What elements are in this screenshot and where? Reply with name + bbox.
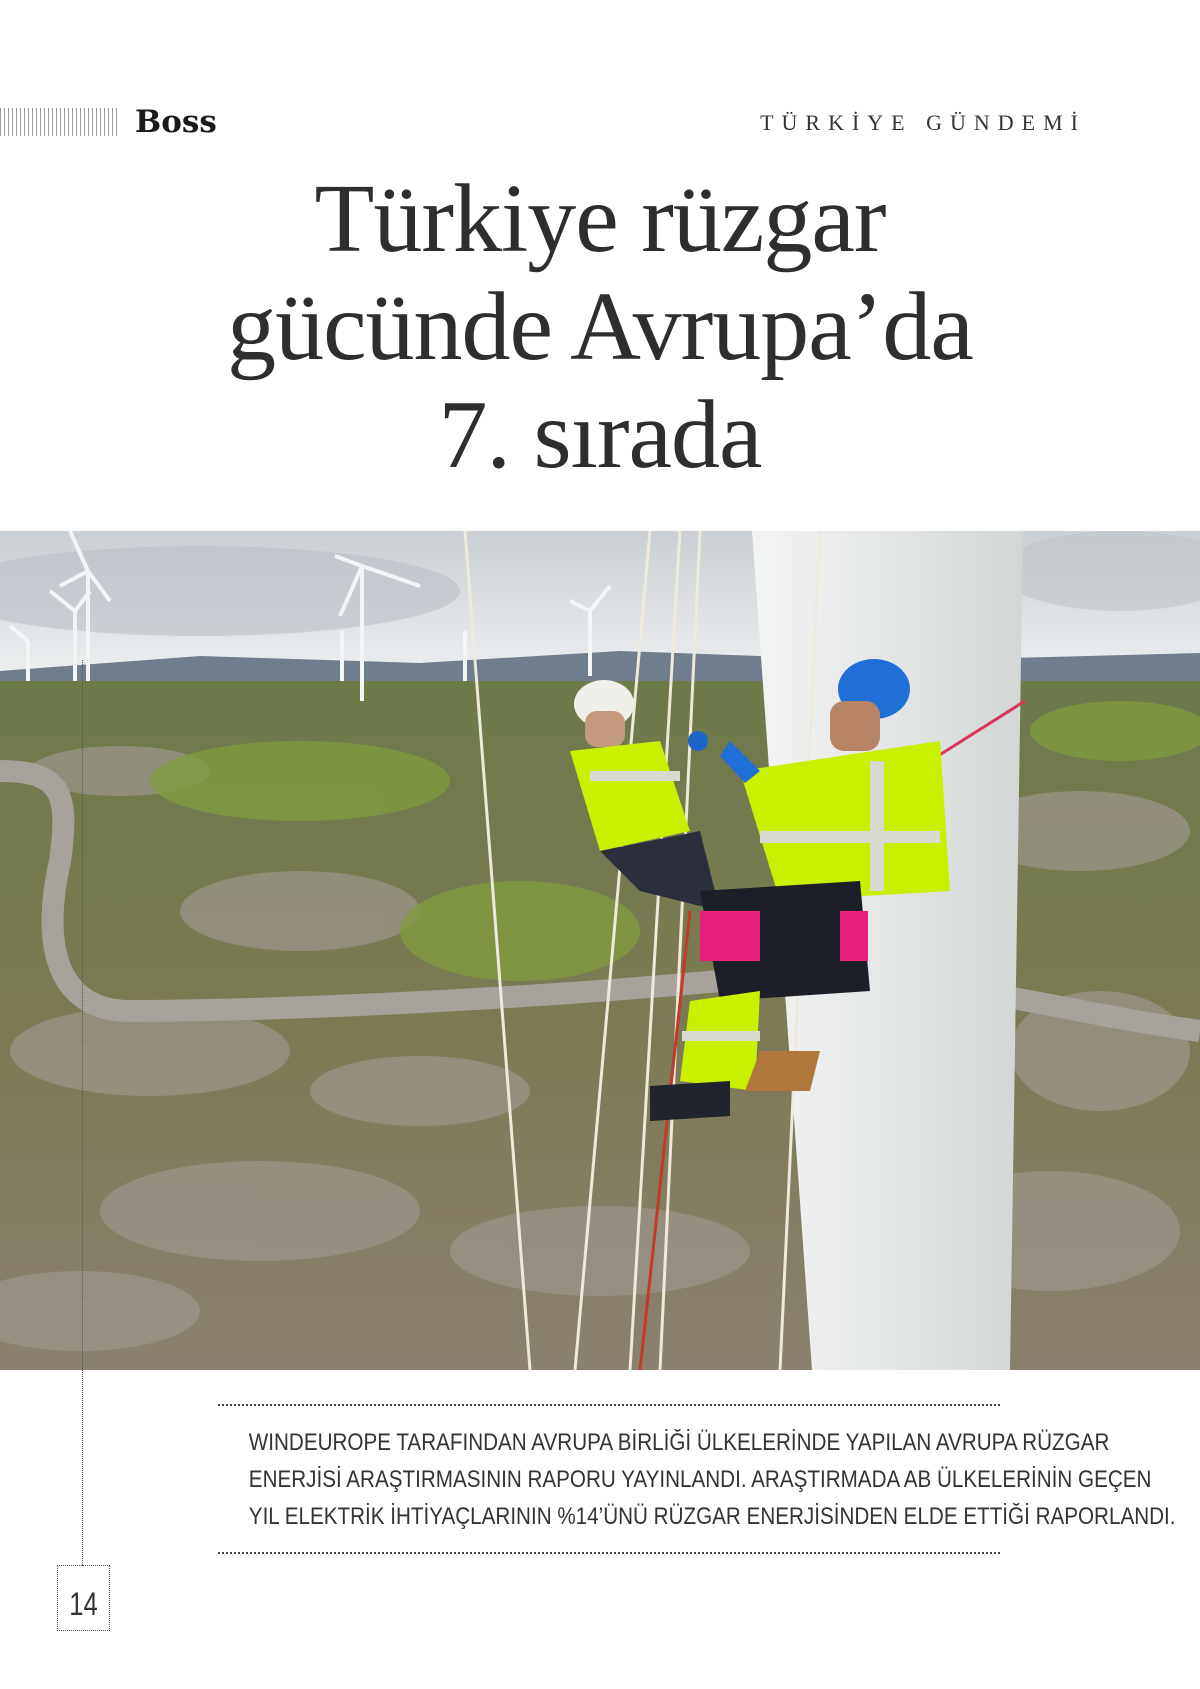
- header-stripes-decoration: [0, 108, 120, 136]
- headline-line: Türkiye rüzgar: [314, 165, 886, 273]
- article-photo: [0, 531, 1200, 1370]
- intro-line: YIL ELEKTRİK İHTİYAÇLARININ %14’ÜNÜ RÜZGAR ENERJİSİNDEN ELDE ETTİĞİ RAPORLANDI.: [248, 1503, 1176, 1530]
- dotted-divider: [218, 1404, 1000, 1406]
- dotted-guide-line: [82, 660, 83, 1565]
- page-number: 14: [69, 1586, 98, 1622]
- intro-line: ENERJİSİ ARAŞTIRMASININ RAPORU YAYINLANDI. ARAŞTIRMADA AB ÜLKELERİNİN GEÇEN: [248, 1466, 1152, 1493]
- headline-line: gücünde Avrupa’da: [227, 273, 973, 381]
- headline-line: 7. sırada: [438, 381, 762, 489]
- section-title: TÜRKİYE GÜNDEMİ: [760, 110, 1086, 135]
- dotted-divider: [218, 1552, 1000, 1554]
- article-headline: [0, 165, 1200, 489]
- intro-line: WINDEUROPE TARAFINDAN AVRUPA BİRLİĞİ ÜLKELERİNDE YAPILAN AVRUPA RÜZGAR: [248, 1429, 1110, 1456]
- article-intro: [248, 1424, 1176, 1535]
- magazine-logo: Boss: [135, 104, 217, 140]
